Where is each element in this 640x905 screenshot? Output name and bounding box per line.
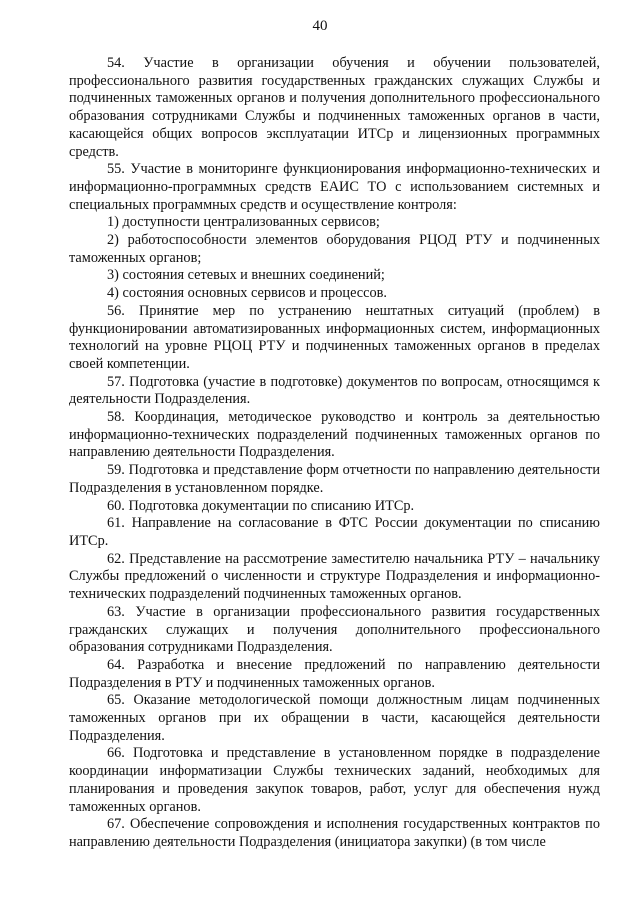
paragraph: 66. Подготовка и представление в установленном порядке в подразделение координации информатизации Службы технических заданий, необходимых для планирования и проведения закупок товаров, работ, услуг для обеспечения нужд таможенных органов. xyxy=(69,745,600,815)
paragraph: 54. Участие в организации обучения и обучении пользователей, профессионального развития государственных гражданских служащих Службы и подчиненных таможенных органов и получения дополнительного профессионального образования сотрудниками Службы и подчиненных таможенных органов в части, касающейся общих вопросов эксплуатации ИТСр и лицензионных программных средств. xyxy=(69,55,600,160)
paragraph: 65. Оказание методологической помощи должностным лицам подчиненных таможенных органов при их обращении в части, касающейся деятельности Подразделения. xyxy=(69,692,600,744)
paragraph: 55. Участие в мониторинге функционирования информационно-технических и информационно-программных средств ЕАИС ТО с использованием системных и специальных программных средств и осуществление контроля: xyxy=(69,161,600,213)
paragraph: 62. Представление на рассмотрение заместителю начальника РТУ – начальнику Службы предложений о численности и структуре Подразделения и информационно-технических подразделений подчиненных таможенных органов. xyxy=(69,550,600,603)
paragraph: 63. Участие в организации профессионального развития государственных гражданских служащих и получения дополнительного профессионального образования сотрудниками Подразделения. xyxy=(69,603,600,656)
list-item: 2) работоспособности элементов оборудования РЦОД РТУ и подчиненных таможенных органов; xyxy=(69,232,600,266)
paragraph: 59. Подготовка и представление форм отчетности по направлению деятельности Подразделения в установленном порядке. xyxy=(69,462,600,496)
list-item: 1) доступности централизованных сервисов; xyxy=(107,214,380,231)
paragraph: 64. Разработка и внесение предложений по направлению деятельности Подразделения в РТУ и подчиненных таможенных органов. xyxy=(69,656,600,691)
paragraph: 58. Координация, методическое руководство и контроль за деятельностью информационно-технических подразделений подчиненных таможенных органов по направлению деятельности Подразделения. xyxy=(69,409,600,461)
paragraph: 60. Подготовка документации по списанию ИТСр. xyxy=(107,497,415,514)
paragraph: 67. Обеспечение сопровождения и исполнения государственных контрактов по направлению деятельности Подразделения (инициатора закупки) (в том числе xyxy=(69,816,600,850)
page-number: 40 xyxy=(312,18,328,34)
paragraph: 57. Подготовка (участие в подготовке) документов по вопросам, относящимся к деятельности Подразделения. xyxy=(69,373,600,408)
list-item: 4) состояния основных сервисов и процессов. xyxy=(107,285,387,302)
paragraph: 56. Принятие мер по устранению нештатных ситуаций (проблем) в функционировании автоматизированных информационных систем, информационных технологий на уровне РЦОЦ РТУ и подчиненных таможенных органов в пределах своей компетенции. xyxy=(69,302,600,372)
document-body xyxy=(69,55,600,852)
list-item: 3) состояния сетевых и внешних соединений; xyxy=(107,267,385,284)
paragraph: 61. Направление на согласование в ФТС России документации по списанию ИТСр. xyxy=(69,515,600,549)
